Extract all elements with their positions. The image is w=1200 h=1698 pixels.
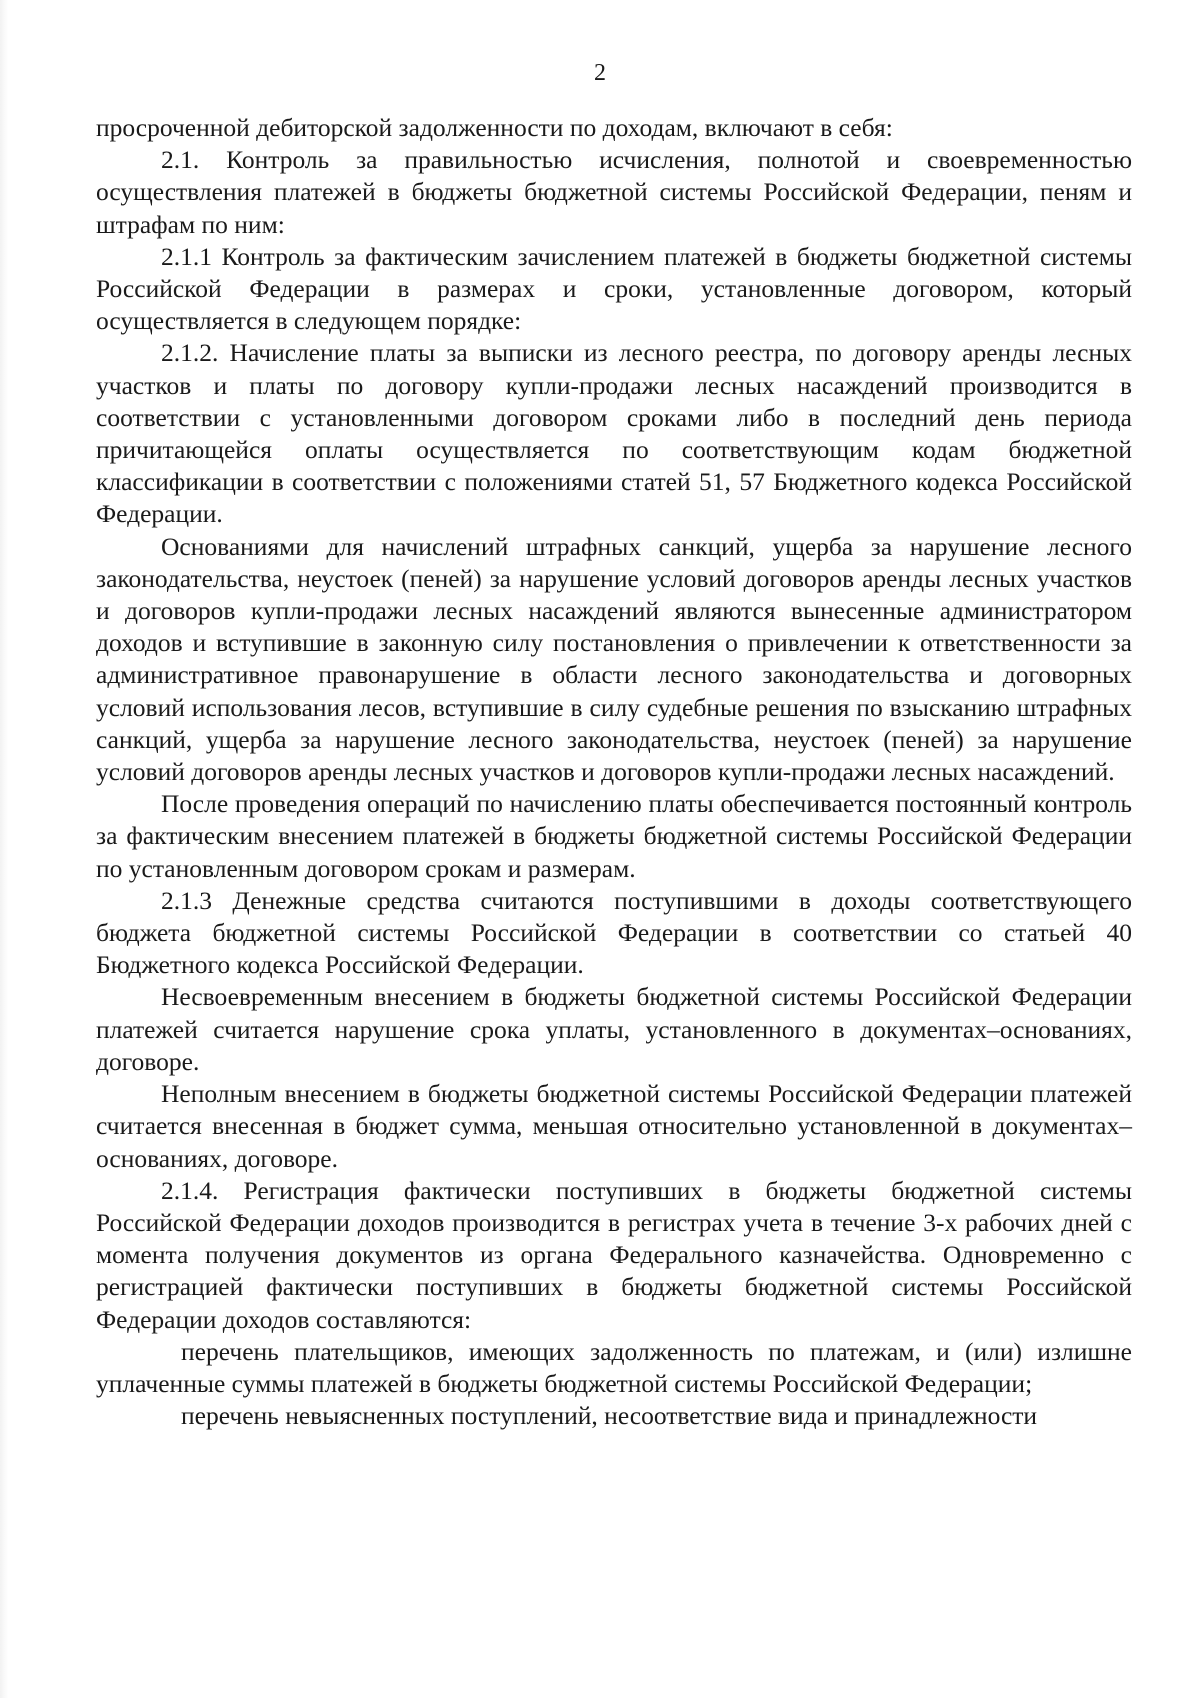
paragraph-2-1: 2.1. Контроль за правильностью исчисления, полнотой и своевременностью осуществления платежей в бюджеты бюджетной системы Российской Федерации, пеням и штрафам по ним: (96, 145, 1132, 239)
paragraph-late-payment: Несвоевременным внесением в бюджеты бюджетной системы Российской Федерации платежей считается нарушение срока уплаты, установленного в документах–основаниях, договоре. (96, 982, 1132, 1076)
paragraph-2-1-1: 2.1.1 Контроль за фактическим зачислением платежей в бюджеты бюджетной системы Российской Федерации в размерах и сроки, установленные договором, который осуществляется в следующем порядке: (96, 241, 1132, 336)
page-number: 2 (594, 60, 606, 86)
paragraph-2-1-3: 2.1.3 Денежные средства считаются поступившими в доходы соответствующего бюджета бюджетной системы Российской Федерации в соответствии со статьей 40 Бюджетного кодекса Российской Федерации. (96, 885, 1132, 980)
paragraph-2-1-2: 2.1.2. Начисление платы за выписки из лесного реестра, по договору аренды лесных участков и платы по договору купли-продажи лесных насаждений производится в соответствии с установленными договором сроками либо в последний день периода причитающейся оплаты осуществляется по соответствующим кодам бюджетной классификации в соответствии с положениями статей 51, 57 Бюджетного кодекса Российской Федерации. (96, 338, 1132, 529)
paragraph-2-1-4: 2.1.4. Регистрация фактически поступивших в бюджеты бюджетной системы Российской Федерации доходов производится в регистрах учета в течение 3-х рабочих дней с момента получения документов из органа Федерального казначейства. Одновременно с регистрацией фактически поступивших в бюджеты бюджетной системы Российской Федерации доходов составляются: (96, 1175, 1132, 1334)
list-item-payers: перечень плательщиков, имеющих задолженность по платежам, и (или) излишне уплаченные суммы платежей в бюджеты бюджетной системы Российской Федерации; (96, 1336, 1132, 1398)
paragraph-payment-control: После проведения операций по начислению платы обеспечивается постоянный контроль за фактическим внесением платежей в бюджеты бюджетной системы Российской Федерации по установленным договором срокам и размерам. (96, 789, 1132, 883)
paragraph-incomplete-payment: Неполным внесением в бюджеты бюджетной системы Российской Федерации платежей считается внесенная в бюджет сумма, меньшая относительно установленной в документах–основаниях, договоре. (96, 1079, 1132, 1173)
document-body (96, 112, 1132, 1432)
paragraph-penalty-grounds: Основаниями для начислений штрафных санкций, ущерба за нарушение лесного законодательства, неустоек (пеней) за нарушение условий договоров аренды лесных участков и договоров купли-продажи лесных насаждений являются вынесенные администратором доходов и вступившие в законную силу постановления о привлечении к ответственности за административное правонарушение в области лесного законодательства и договорных условий использования лесов, вступившие в силу судебные решения по взысканию штрафных санкций, ущерба за нарушение лесного законодательства, неустоек (пеней) за нарушение условий договоров аренды лесных участков и договоров купли-продажи лесных насаждений. (96, 531, 1132, 787)
list-item-unclear-receipts: перечень невыясненных поступлений, несоответствие вида и принадлежности (181, 1401, 1038, 1431)
scan-margin-shadow (0, 0, 8, 1698)
paragraph-continuation: просроченной дебиторской задолженности по доходам, включают в себя: (96, 113, 893, 142)
